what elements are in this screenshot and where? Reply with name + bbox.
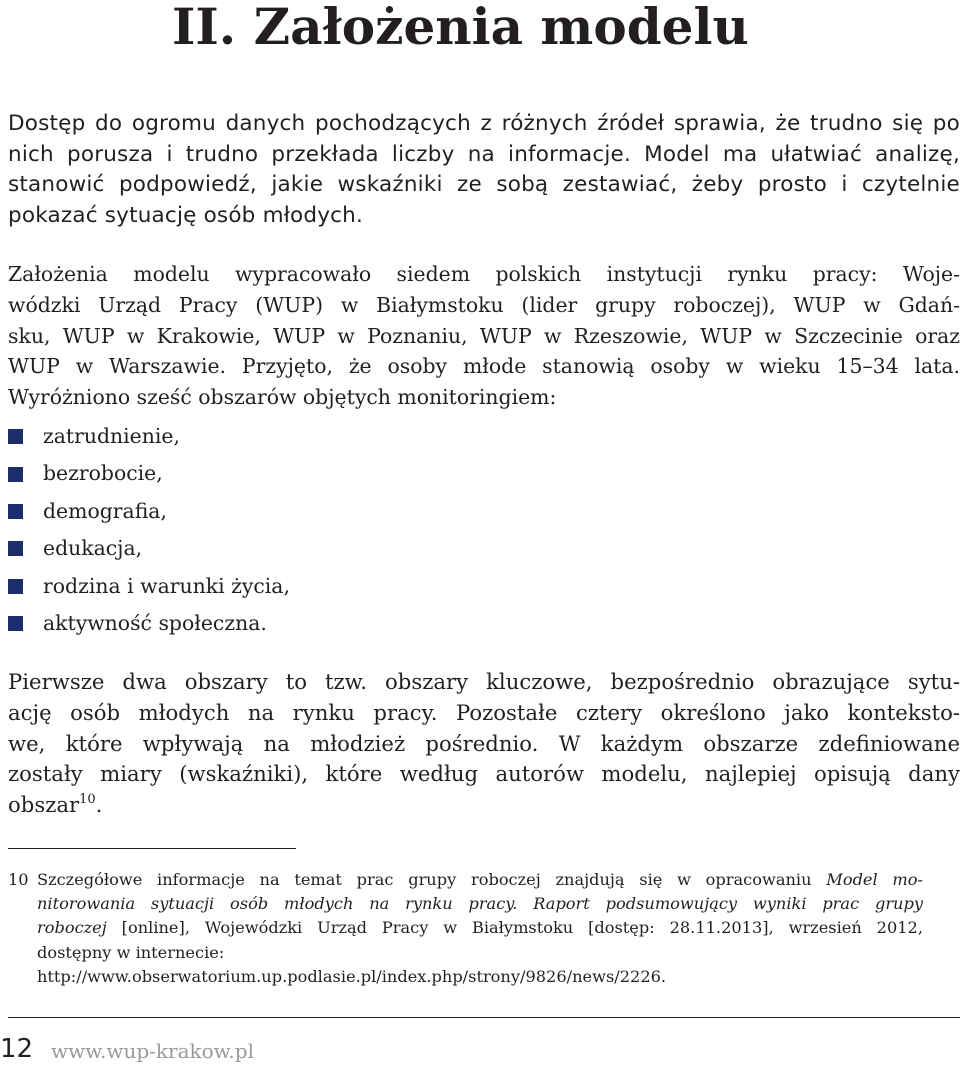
- paragraph-line: Wyróżniono sześć obszarów objętych monitoringiem:: [8, 385, 557, 410]
- paragraph-line: wódzki Urząd Pracy (WUP) w Białymstoku (lider grupy roboczej), WUP w Gdań-: [8, 292, 960, 317]
- paragraph-line: we, które wpływają na młodzież pośrednio. W każdym obszarze zdefiniowane: [8, 730, 960, 756]
- footnote-text: Szczegółowe informacje na temat prac grupy roboczej znajdują się w opracowaniu: [37, 870, 827, 889]
- publication-title: nitorowania sytuacji osób młodych na rynku pracy. Raport podsumowujący wyniki prac grupy: [37, 894, 923, 914]
- square-bullet-icon: [8, 429, 23, 444]
- footnote-line: [37, 868, 923, 892]
- list-item-label: aktywność społeczna.: [43, 610, 267, 635]
- footnote-line: [37, 916, 923, 940]
- page-number: 12: [0, 1034, 34, 1064]
- footnote-number: 10: [8, 870, 29, 889]
- square-bullet-icon: [8, 467, 23, 482]
- publication-title: Model mo-: [826, 870, 923, 889]
- list-item: [8, 530, 290, 567]
- footnote: [8, 868, 923, 989]
- key-areas-paragraph: [8, 667, 960, 821]
- square-bullet-icon: [8, 616, 23, 631]
- paragraph-line: [8, 790, 960, 821]
- paragraph-line: Pierwsze dwa obszary to tzw. obszary kluczowe, bezpośrednio obrazujące sytu-: [8, 669, 960, 694]
- footnote-line: dostępny w internecie:: [37, 942, 225, 962]
- intro-paragraph: Dostęp do ogromu danych pochodzących z różnych źródeł sprawia, że trudno się po nich porusza i trudno przekłada liczby na informacje. Model ma ułatwiać analizę, stanowić podpowiedź, jakie wskaźniki ze sobą zestawiać, żeby prosto i czytelnie pokazać sytuację osób młodych.: [8, 111, 960, 229]
- list-item: [8, 568, 290, 605]
- square-bullet-icon: [8, 579, 23, 594]
- footer-website-link[interactable]: www.wup-krakow.pl: [51, 1039, 254, 1063]
- list-item-label: demografia,: [43, 498, 167, 523]
- list-item-label: edukacja,: [43, 536, 143, 561]
- square-bullet-icon: [8, 504, 23, 519]
- footnote-link[interactable]: http://www.obserwatorium.up.podlasie.pl/index.php/strony/9826/news/2226.: [37, 966, 667, 986]
- footnote-line: [37, 892, 923, 916]
- sentence-period: .: [95, 792, 103, 818]
- footnote-reference[interactable]: 10: [79, 792, 96, 808]
- footnote-body: [37, 868, 923, 989]
- square-bullet-icon: [8, 541, 23, 556]
- institutions-paragraph: [8, 259, 960, 413]
- list-item: [8, 418, 290, 455]
- footer-rule: [8, 1017, 960, 1018]
- list-item: [8, 493, 290, 530]
- list-item-label: rodzina i warunki życia,: [43, 573, 290, 598]
- list-item-label: bezrobocie,: [43, 461, 163, 486]
- monitoring-areas-list: [8, 418, 290, 642]
- paragraph-line: WUP w Warszawie. Przyjęto, że osoby młode stanowią osoby w wieku 15–34 lata.: [8, 354, 960, 379]
- paragraph-line: zostały miary (wskaźniki), które według autorów modelu, najlepiej opisują dany: [8, 761, 960, 787]
- publication-title: roboczej: [37, 918, 107, 938]
- paragraph-line: sku, WUP w Krakowie, WUP w Poznaniu, WUP w Rzeszowie, WUP w Szczecinie oraz: [8, 323, 960, 348]
- footnote-separator: [8, 848, 296, 849]
- footnote-text: [online], Wojewódzki Urząd Pracy w Białymstoku [dostęp: 28.11.2013], wrzesień 2012,: [106, 918, 923, 938]
- page-title: II. Założenia modelu: [172, 0, 749, 56]
- list-item-label: zatrudnienie,: [43, 424, 180, 448]
- list-item: [8, 455, 290, 492]
- paragraph-line: ację osób młodych na rynku pracy. Pozostałe cztery określono jako konteksto-: [8, 699, 960, 725]
- list-item: [8, 605, 290, 642]
- paragraph-line: Założenia modelu wypracowało siedem polskich instytucji rynku pracy: Woje-: [8, 262, 960, 286]
- paragraph-line-text: obszar: [8, 792, 80, 818]
